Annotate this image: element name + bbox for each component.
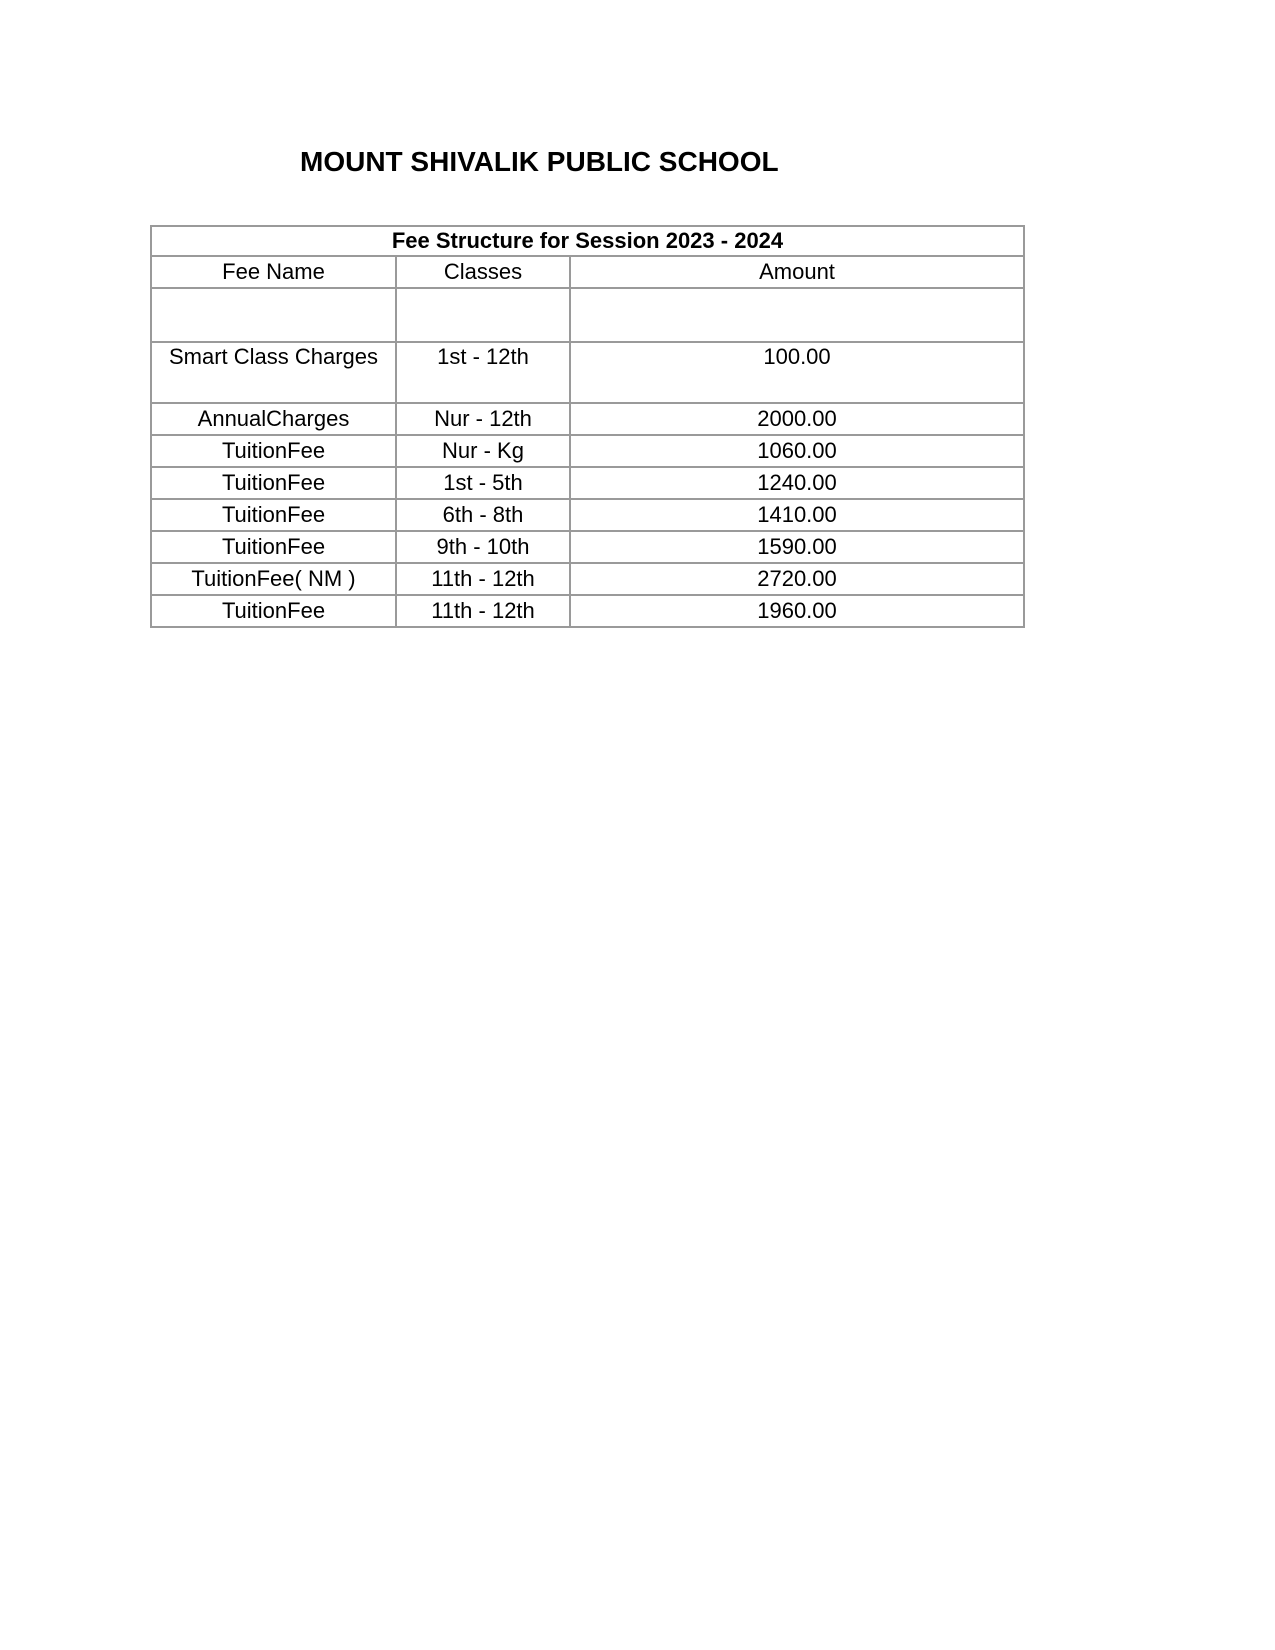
school-title: MOUNT SHIVALIK PUBLIC SCHOOL (300, 146, 779, 177)
table-row (151, 403, 1024, 435)
classes-cell: 11th - 12th (396, 595, 570, 627)
amount-cell: 2000.00 (570, 403, 1024, 435)
amount-cell: 2720.00 (570, 563, 1024, 595)
classes-cell: Nur - 12th (396, 403, 570, 435)
blank-cell (396, 288, 570, 342)
fee-name-cell: TuitionFee (151, 435, 396, 467)
table-row (151, 595, 1024, 627)
classes-cell: 11th - 12th (396, 563, 570, 595)
fee-name-cell: TuitionFee (151, 595, 396, 627)
classes-cell: 1st - 5th (396, 467, 570, 499)
table-row (151, 467, 1024, 499)
fee-structure-table (150, 225, 1025, 628)
amount-cell: 1240.00 (570, 467, 1024, 499)
fee-name-cell: TuitionFee (151, 467, 396, 499)
classes-cell: 1st - 12th (396, 342, 570, 403)
amount-cell: 1960.00 (570, 595, 1024, 627)
table-header-row (151, 256, 1024, 288)
table-row (151, 342, 1024, 403)
classes-cell: 6th - 8th (396, 499, 570, 531)
table-caption: Fee Structure for Session 2023 - 2024 (151, 226, 1024, 256)
table-caption-row (151, 226, 1024, 256)
fee-name-cell: TuitionFee (151, 531, 396, 563)
header-fee-name: Fee Name (151, 256, 396, 288)
header-amount: Amount (570, 256, 1024, 288)
table-row (151, 499, 1024, 531)
blank-row (151, 288, 1024, 342)
fee-name-cell: Smart Class Charges (151, 342, 396, 403)
amount-cell: 100.00 (570, 342, 1024, 403)
blank-cell (570, 288, 1024, 342)
table-row (151, 563, 1024, 595)
fee-name-cell: TuitionFee (151, 499, 396, 531)
fee-name-cell: TuitionFee( NM ) (151, 563, 396, 595)
amount-cell: 1410.00 (570, 499, 1024, 531)
amount-cell: 1060.00 (570, 435, 1024, 467)
classes-cell: 9th - 10th (396, 531, 570, 563)
amount-cell: 1590.00 (570, 531, 1024, 563)
blank-cell (151, 288, 396, 342)
fee-name-cell: AnnualCharges (151, 403, 396, 435)
table-row (151, 435, 1024, 467)
table-row (151, 531, 1024, 563)
classes-cell: Nur - Kg (396, 435, 570, 467)
header-classes: Classes (396, 256, 570, 288)
